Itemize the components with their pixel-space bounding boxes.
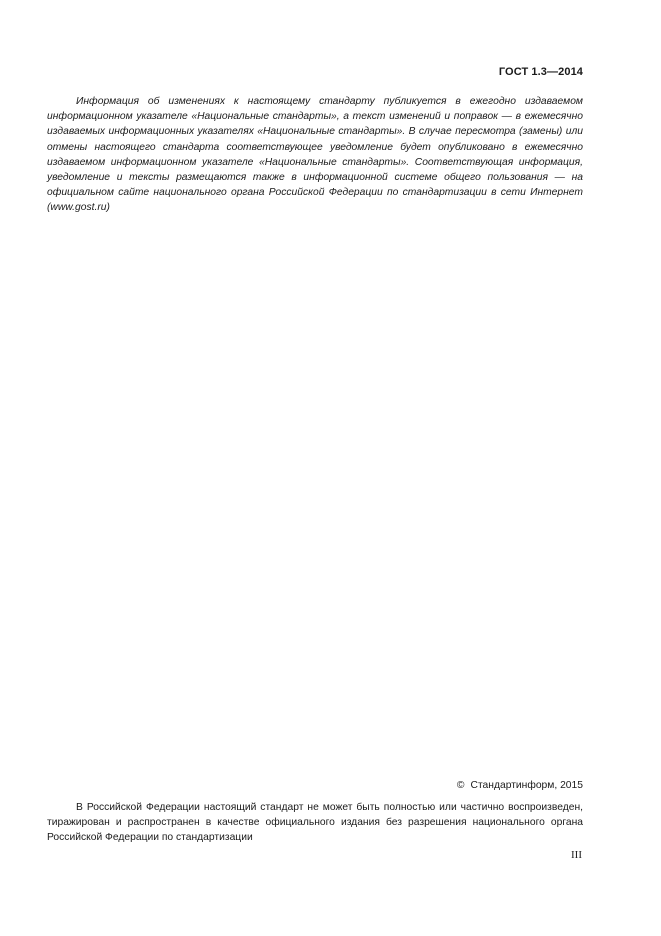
copyright-icon: ©	[456, 780, 465, 791]
reproduction-rights-paragraph: В Российской Федерации настоящий стандарт не может быть полностью или частично воспроизведен, тиражирован и распространен в качестве официального издания без разрешения национального органа Российской Федерации по стандартизации	[47, 802, 583, 844]
copyright-line	[457, 780, 583, 791]
amendments-notice-paragraph: Информация об изменениях к настоящему стандарту публикуется в ежегодно издаваемом информационном указателе «Национальные стандарты», а текст изменений и поправок — в ежемесячно издаваемых информационных указателях «Национальные стандарты». В случае пересмотра (замены) или отмены настоящего стандарта соответствующее уведомление будет опубликовано в ежемесячно издаваемом информационном указателе «Национальные стандарты». Соответствующая информация, уведомление и тексты размещаются также в информационной системе общего пользования — на официальном сайте национального органа Российской Федерации по стандартизации в сети Интернет (www.gost.ru)	[47, 96, 583, 214]
document-code: ГОСТ 1.3—2014	[498, 66, 583, 78]
copyright-holder: Стандартинформ, 2015	[470, 780, 583, 791]
page-number: III	[571, 849, 582, 861]
